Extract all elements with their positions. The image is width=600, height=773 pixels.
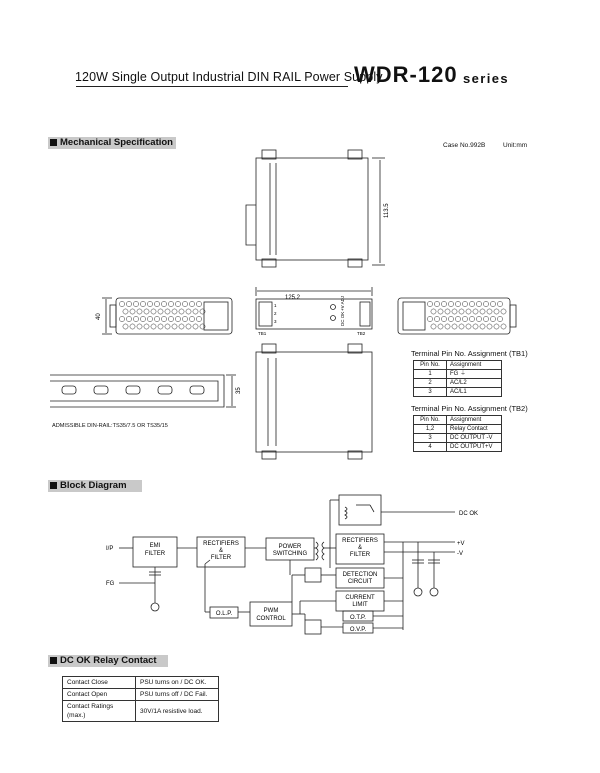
vent-hole — [445, 309, 450, 314]
tb2-cell: 3 — [414, 434, 447, 443]
dc-ok-label: DC OK — [459, 511, 479, 517]
unit-label: Unit:mm — [503, 142, 528, 149]
vent-hole — [466, 324, 471, 329]
emi-label-1: EMI — [149, 543, 161, 549]
rect1-label-1: RECTIFIERS — [203, 541, 239, 547]
vent-hole — [431, 309, 436, 314]
vent-hole — [473, 309, 478, 314]
vent-hole — [494, 324, 499, 329]
tb1-cell: FG ⏚ — [447, 370, 502, 379]
vent-hole — [483, 301, 488, 306]
vent-hole — [175, 316, 180, 321]
vent-hole — [182, 316, 187, 321]
dc-ok-led-label: DC OK — [340, 311, 345, 326]
pwm-label-2: CONTROL — [256, 616, 286, 622]
din-rail-drawing — [50, 375, 236, 407]
vent-hole — [441, 316, 446, 321]
vent-hole — [480, 309, 485, 314]
vent-hole — [459, 324, 464, 329]
tb2-label: TB2 — [357, 331, 366, 336]
vent-hole — [123, 324, 128, 329]
vent-hole — [168, 316, 173, 321]
tb1-cell: 1 — [414, 370, 447, 379]
vent-hole — [119, 316, 124, 321]
current-label-1: CURRENT — [345, 595, 375, 601]
tb2-cell: 1,2 — [414, 425, 447, 434]
tb1-header-assign: Assignment — [447, 361, 502, 370]
detection-circuit-block — [336, 568, 384, 588]
tb2-pin-table — [413, 415, 502, 452]
vent-hole — [462, 316, 467, 321]
section-mechanical-spec: Mechanical Specification — [48, 137, 176, 149]
vent-hole — [473, 324, 478, 329]
relay-cell: 30V/1A resistive load. — [136, 701, 219, 722]
detection-label-1: DETECTION — [342, 572, 378, 578]
tb1-header-pin: Pin No. — [414, 361, 447, 370]
vent-hole — [490, 316, 495, 321]
tb2-table-title: Terminal Pin No. Assignment (TB2) — [411, 404, 528, 413]
vent-hole — [154, 301, 159, 306]
vent-hole — [452, 324, 457, 329]
vent-hole — [196, 301, 201, 306]
vent-hole — [480, 324, 485, 329]
tb1-cell: 3 — [414, 388, 447, 397]
tb2-cell: 4 — [414, 443, 447, 452]
vent-hole — [130, 309, 135, 314]
relay-cell: Contact Open — [63, 689, 136, 701]
vent-hole — [438, 309, 443, 314]
vent-hole — [497, 316, 502, 321]
relay-cell: PSU turns off / DC Fail. — [136, 689, 219, 701]
vent-hole — [490, 301, 495, 306]
front-view-drawing — [246, 150, 385, 267]
vent-hole — [140, 316, 145, 321]
vent-hole — [151, 309, 156, 314]
series-label: series — [463, 71, 509, 86]
tb2-header-pin: Pin No. — [414, 416, 447, 425]
relay-block — [339, 495, 381, 525]
vent-hole — [494, 309, 499, 314]
tb1-label: TB1 — [258, 331, 267, 336]
vent-hole — [455, 301, 460, 306]
vent-hole — [193, 309, 198, 314]
vent-hole — [119, 301, 124, 306]
vent-hole — [189, 316, 194, 321]
block-diagram — [0, 490, 600, 650]
dim-height-label: 113.5 — [384, 203, 390, 218]
vent-hole — [455, 316, 460, 321]
vent-hole — [172, 324, 177, 329]
vent-hole — [427, 301, 432, 306]
vent-hole — [487, 309, 492, 314]
vent-hole — [476, 301, 481, 306]
input-label: I/P — [106, 546, 114, 552]
vent-hole — [175, 301, 180, 306]
section-dc-ok-relay: DC OK Relay Contact — [48, 655, 168, 667]
vent-hole — [182, 301, 187, 306]
vent-hole — [158, 324, 163, 329]
tb1-table-title: Terminal Pin No. Assignment (TB1) — [411, 349, 528, 358]
vent-hole — [476, 316, 481, 321]
vent-hole — [434, 301, 439, 306]
otp-label: O.T.P. — [350, 615, 366, 621]
vent-hole — [151, 324, 156, 329]
vent-hole — [448, 301, 453, 306]
vent-hole — [126, 316, 131, 321]
power-label-1: POWER — [278, 544, 302, 550]
vent-hole — [431, 324, 436, 329]
tb2-header-assign: Assignment — [447, 416, 502, 425]
vent-hole — [137, 324, 142, 329]
rect2-label-3: FILTER — [349, 552, 371, 558]
vent-hole — [189, 301, 194, 306]
rect1-label-3: FILTER — [210, 555, 232, 561]
olp-label: O.L.P. — [215, 611, 233, 617]
vent-hole — [140, 301, 145, 306]
vent-hole — [186, 324, 191, 329]
case-number: Case No.992B — [443, 142, 486, 149]
vent-hole — [196, 316, 201, 321]
tb1-cell: AC/L1 — [447, 388, 502, 397]
vent-hole — [179, 309, 184, 314]
tb2-cell: Relay Contact — [447, 425, 502, 434]
tb1-pin-3: 3 — [274, 319, 277, 324]
current-limit-block — [336, 591, 384, 611]
vent-hole — [161, 316, 166, 321]
vent-hole — [501, 324, 506, 329]
din-rail-note: ADMISSIBLE DIN-RAIL:TS35/7.5 OR TS35/15 — [52, 423, 168, 429]
vent-hole — [487, 324, 492, 329]
vent-hole — [172, 309, 177, 314]
negative-output-label: -V — [457, 551, 463, 557]
emi-label-2: FILTER — [144, 551, 166, 557]
tb1-pin-1: 1 — [274, 303, 277, 308]
vent-hole — [165, 309, 170, 314]
tb1-cell: AC/L2 — [447, 379, 502, 388]
relay-contact-table — [62, 676, 219, 722]
tb2-cell: DC OUTPUT -V — [447, 434, 502, 443]
vent-hole — [434, 316, 439, 321]
rect2-label-1: RECTIFIERS — [342, 538, 378, 544]
vent-hole — [459, 309, 464, 314]
vent-hole — [123, 309, 128, 314]
detection-label-2: CIRCUIT — [347, 579, 373, 585]
tb1-pin-2: 2 — [274, 311, 277, 316]
rear-view-drawing — [256, 344, 372, 459]
vent-hole — [137, 309, 142, 314]
relay-cell: PSU turns on / DC OK. — [136, 677, 219, 689]
vent-hole — [427, 316, 432, 321]
vent-hole — [147, 316, 152, 321]
vent-hole — [497, 301, 502, 306]
dim-depth-label: 40 — [96, 313, 102, 320]
vent-hole — [126, 301, 131, 306]
power-label-2: SWITCHING — [272, 551, 308, 557]
document-subtitle: 120W Single Output Industrial DIN RAIL Power Supply — [75, 70, 383, 84]
vent-hole — [165, 324, 170, 329]
vent-hole — [441, 301, 446, 306]
vent-hole — [179, 324, 184, 329]
rect1-label-2: & — [218, 548, 224, 554]
positive-output-label: +V — [457, 541, 465, 547]
vent-hole — [130, 324, 135, 329]
vent-hole — [501, 309, 506, 314]
vent-hole — [168, 301, 173, 306]
vent-hole — [144, 309, 149, 314]
rect2-label-2: & — [357, 545, 363, 551]
vent-hole — [144, 324, 149, 329]
vadj-label: +V ADJ — [340, 295, 345, 311]
dim-width-label: 125.2 — [285, 295, 301, 301]
vent-hole — [452, 309, 457, 314]
vent-hole — [193, 324, 198, 329]
fg-label: FG — [106, 581, 115, 587]
ovp-label: O.V.P. — [349, 627, 367, 633]
vent-hole — [466, 309, 471, 314]
pwm-label-1: PWM — [263, 608, 279, 614]
tb2-cell: DC OUTPUT+V — [447, 443, 502, 452]
relay-cell: Contact Ratings (max.) — [63, 701, 136, 722]
section-block-diagram: Block Diagram — [48, 480, 142, 492]
pwm-control-block — [250, 602, 292, 626]
vent-hole — [438, 324, 443, 329]
vent-hole — [445, 324, 450, 329]
left-side-view — [102, 298, 232, 334]
vent-hole — [448, 316, 453, 321]
vent-hole — [133, 316, 138, 321]
vent-hole — [161, 301, 166, 306]
vent-hole — [483, 316, 488, 321]
tb1-cell: 2 — [414, 379, 447, 388]
vent-hole — [133, 301, 138, 306]
current-label-2: LIMIT — [352, 602, 368, 608]
vent-hole — [469, 316, 474, 321]
vent-hole — [158, 309, 163, 314]
vent-hole — [462, 301, 467, 306]
vent-hole — [186, 309, 191, 314]
tb1-pin-table — [413, 360, 502, 397]
relay-cell: Contact Close — [63, 677, 136, 689]
vent-hole — [154, 316, 159, 321]
model-name: WDR-120 — [354, 62, 458, 87]
vent-hole — [147, 301, 152, 306]
dim-rail-label: 35 — [236, 387, 242, 394]
vent-hole — [469, 301, 474, 306]
